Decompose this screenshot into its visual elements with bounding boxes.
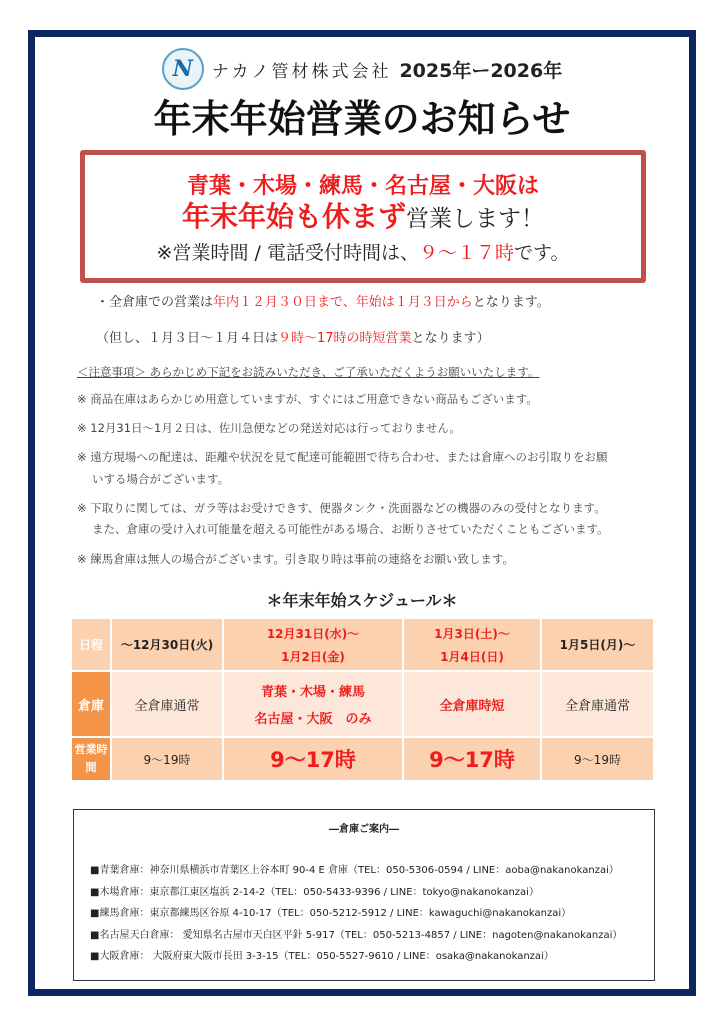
notice-hours-suffix: です。	[513, 242, 570, 264]
info-line: ■名古屋天白倉庫： 愛知県名古屋市天白区平針 5-917（TEL：050-5213-4857 / LINE：nagoten@nakanokanzai）	[90, 929, 623, 941]
hours-cell: 9～17時	[223, 737, 403, 781]
info-line: ■木場倉庫：東京都江東区塩浜 2-14-2（TEL：050-5433-9396 / LINE：tokyo@nakanokanzai）	[90, 886, 539, 898]
row-header-hours: 営業時間	[71, 737, 111, 781]
cautions-heading: ＜注意事項＞ あらかじめ下記をお読みいただき、ご了承いただくようお願いいたします。	[77, 365, 540, 379]
caution-item: ※ 12月31日～1月２日は、佐川急便などの発送対応は行っておりません。	[77, 421, 462, 435]
warehouse-cell	[223, 671, 403, 737]
info-title: ―倉庫ご案内―	[329, 824, 399, 835]
notice-hours-value: ９～１７時	[418, 242, 514, 264]
schedule-table	[70, 617, 655, 782]
t: ・全倉庫での営業は	[96, 295, 214, 310]
notice-open	[85, 200, 641, 236]
intro-line-1	[96, 291, 550, 310]
date-start: 1月3日(土)～	[434, 626, 510, 641]
notice-warehouses: 青葉・木場・練馬・名古屋・大阪は	[186, 174, 539, 199]
date-cell: 1月5日(月)～	[541, 618, 654, 671]
notice-hours	[85, 238, 641, 265]
warehouse-info-box	[73, 809, 655, 981]
warehouse-cell: 全倉庫通常	[541, 671, 654, 737]
date-end: 1月2日(金)	[281, 649, 345, 664]
company-name: ナカノ管材株式会社	[211, 61, 392, 82]
notice-open-red: 年末年始も休まず	[181, 200, 406, 233]
caution-item: ※ 遠方現場への配達は、距離や状況を見て配達可能範囲で待ち合わせ、または倉庫へのお引取りをお願	[77, 450, 608, 464]
t: （但し、１月３日～１月４日は	[96, 331, 279, 346]
intro-line-2	[96, 327, 490, 346]
date-end: 1月4日(日)	[440, 649, 504, 664]
t: となります。	[472, 295, 550, 310]
caution-item-cont: また、倉庫の受け入れ可能量を超える可能性がある場合、お断りさせていただくこともございます。	[92, 522, 609, 536]
page-title: 年末年始営業のお知らせ	[153, 97, 571, 141]
notice-hours-label: ※営業時間 / 電話受付時間は、	[156, 242, 419, 264]
caution-item-cont: いする場合がございます。	[92, 472, 230, 486]
years: 2025年ー2026年	[399, 59, 563, 82]
schedule-title: ＊年末年始スケジュール＊	[266, 591, 458, 610]
t-red: ９時～17時の時短営業	[278, 331, 412, 346]
info-line: ■青葉倉庫：神奈川県横浜市青葉区上谷本町 90-4 E 倉庫（TEL：050-5306-0594 / LINE：aoba@nakanokanzai）	[90, 865, 619, 876]
t: となります）	[411, 331, 490, 346]
hours-cell: 9～17時	[403, 737, 541, 781]
date-cell: ～12月30日(火)	[111, 618, 223, 671]
t-red: 年内１２月３０日まで、年始は１月３日から	[213, 295, 473, 310]
date-cell	[223, 618, 403, 671]
hours-cell: 9～19時	[111, 737, 223, 781]
warehouse-cell: 全倉庫通常	[111, 671, 223, 737]
row-header-warehouse: 倉庫	[71, 671, 111, 737]
info-line: ■大阪倉庫： 大阪府東大阪市長田 3-3-15（TEL：050-5527-9610 / LINE：osaka@nakanokanzai）	[90, 951, 554, 962]
caution-item: ※ 商品在庫はあらかじめ用意していますが、すぐにはご用意できない商品もございます。	[77, 392, 538, 406]
t: 青葉・木場・練馬	[260, 685, 365, 700]
notice-open-black: 営業します！	[406, 206, 544, 232]
warehouse-cell: 全倉庫時短	[403, 671, 541, 737]
caution-item: ※ 練馬倉庫は無人の場合がございます。引き取り時は事前の連絡をお願い致します。	[77, 552, 514, 566]
info-line: ■練馬倉庫：東京都練馬区谷原 4-10-17（TEL：050-5212-5912 / LINE：kawaguchi@nakanokanzai）	[90, 908, 572, 919]
hours-cell: 9～19時	[541, 737, 654, 781]
company-logo: N	[162, 48, 204, 90]
date-start: 12月31日(水)～	[266, 626, 360, 641]
t: 名古屋・大阪 のみ	[254, 712, 372, 727]
highlight-notice	[80, 150, 646, 283]
date-cell	[403, 618, 541, 671]
caution-item: ※ 下取りに関しては、ガラ等はお受けできす、便器タンク・洗面器などの機器のみの受付となります。	[77, 501, 606, 515]
row-header-dates: 日程	[71, 618, 111, 671]
company-header	[0, 48, 724, 90]
